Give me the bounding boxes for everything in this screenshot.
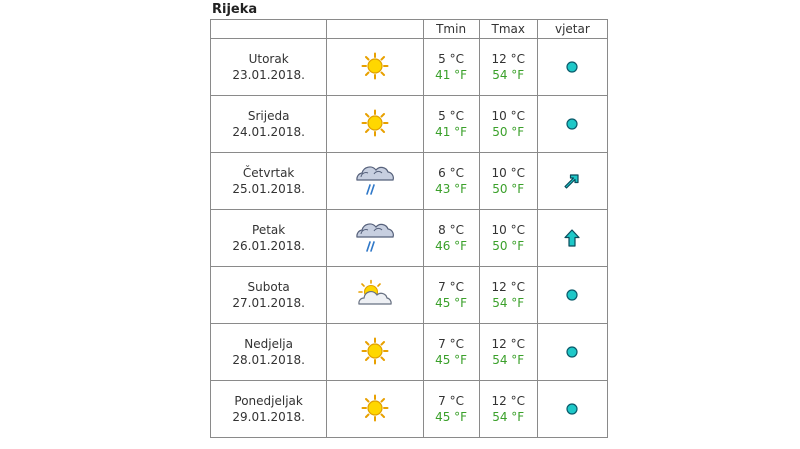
tmax-cell (479, 39, 537, 96)
wind-northeast-arrow-icon (562, 171, 582, 191)
date: 29.01.2018. (232, 410, 305, 424)
tmin-cell (423, 381, 479, 438)
header-tmax: Tmax (479, 20, 537, 39)
header-row (211, 20, 608, 39)
tmax-cell (479, 153, 537, 210)
tmin-fahrenheit: 41 °F (435, 68, 468, 82)
tmax-celsius: 10 °C (491, 223, 525, 237)
header-date (211, 20, 327, 39)
date-cell (211, 267, 327, 324)
city-title: Rijeka (212, 2, 258, 17)
header-wind: vjetar (537, 20, 607, 39)
tmin-fahrenheit: 45 °F (435, 353, 468, 367)
day-name: Subota (247, 280, 290, 294)
tmin-celsius: 8 °C (438, 223, 464, 237)
wind-cell (537, 39, 607, 96)
tmax-cell (479, 381, 537, 438)
tmax-celsius: 12 °C (491, 394, 525, 408)
tmax-celsius: 10 °C (491, 166, 525, 180)
date-cell (211, 210, 327, 267)
tmax-cell (479, 267, 537, 324)
date: 24.01.2018. (232, 125, 305, 139)
partly-cloudy-icon (353, 279, 397, 312)
tmin-celsius: 7 °C (438, 394, 464, 408)
day-name: Nedjelja (244, 337, 293, 351)
date-cell (211, 381, 327, 438)
tmin-fahrenheit: 45 °F (435, 296, 468, 310)
weather-cell (327, 381, 423, 438)
date-cell (211, 39, 327, 96)
tmin-celsius: 5 °C (438, 109, 464, 123)
tmin-fahrenheit: 45 °F (435, 410, 468, 424)
day-name: Četvrtak (242, 166, 295, 180)
header-icon (327, 20, 423, 39)
tmin-fahrenheit: 41 °F (435, 125, 468, 139)
sun-icon (361, 337, 389, 368)
tmin-celsius: 7 °C (438, 337, 464, 351)
sun-icon (361, 394, 389, 425)
tmin-fahrenheit: 46 °F (435, 239, 468, 253)
cloud-rain-icon (352, 220, 398, 257)
tmin-cell (423, 96, 479, 153)
wind-cell (537, 381, 607, 438)
weather-cell (327, 267, 423, 324)
wind-cell (537, 267, 607, 324)
wind-cell (537, 96, 607, 153)
weather-cell (327, 153, 423, 210)
tmax-celsius: 10 °C (491, 109, 525, 123)
tmin-cell (423, 39, 479, 96)
sun-icon (361, 52, 389, 83)
forecast-row (211, 324, 608, 381)
tmax-cell (479, 324, 537, 381)
tmax-fahrenheit: 50 °F (492, 182, 525, 196)
weather-cell (327, 324, 423, 381)
day-name: Ponedjeljak (234, 394, 303, 408)
calm-wind-icon (565, 402, 579, 416)
tmax-fahrenheit: 50 °F (492, 239, 525, 253)
calm-wind-icon (565, 60, 579, 74)
day-name: Utorak (248, 52, 289, 66)
date-cell (211, 96, 327, 153)
tmax-celsius: 12 °C (491, 52, 525, 66)
tmax-cell (479, 210, 537, 267)
date: 25.01.2018. (232, 182, 305, 196)
forecast-row (211, 39, 608, 96)
date-cell (211, 153, 327, 210)
calm-wind-icon (565, 288, 579, 302)
tmin-fahrenheit: 43 °F (435, 182, 468, 196)
tmax-fahrenheit: 50 °F (492, 125, 525, 139)
weather-cell (327, 39, 423, 96)
forecast-row (211, 96, 608, 153)
weather-cell (327, 210, 423, 267)
date: 26.01.2018. (232, 239, 305, 253)
tmax-celsius: 12 °C (491, 280, 525, 294)
sun-icon (361, 109, 389, 140)
calm-wind-icon (565, 345, 579, 359)
tmin-celsius: 6 °C (438, 166, 464, 180)
cloud-rain-icon (352, 163, 398, 200)
tmax-fahrenheit: 54 °F (492, 410, 525, 424)
tmin-celsius: 7 °C (438, 280, 464, 294)
tmin-cell (423, 324, 479, 381)
weather-cell (327, 96, 423, 153)
day-name: Petak (252, 223, 286, 237)
forecast-table (210, 19, 608, 438)
date: 23.01.2018. (232, 68, 305, 82)
tmax-fahrenheit: 54 °F (492, 353, 525, 367)
date-cell (211, 324, 327, 381)
tmax-celsius: 12 °C (491, 337, 525, 351)
tmax-fahrenheit: 54 °F (492, 296, 525, 310)
forecast-row (211, 153, 608, 210)
tmin-cell (423, 153, 479, 210)
date: 27.01.2018. (232, 296, 305, 310)
day-name: Srijeda (247, 109, 290, 123)
tmax-cell (479, 96, 537, 153)
wind-cell (537, 324, 607, 381)
wind-cell (537, 210, 607, 267)
tmax-fahrenheit: 54 °F (492, 68, 525, 82)
wind-cell (537, 153, 607, 210)
forecast-row (211, 210, 608, 267)
tmin-cell (423, 210, 479, 267)
date: 28.01.2018. (232, 353, 305, 367)
header-tmin: Tmin (423, 20, 479, 39)
calm-wind-icon (565, 117, 579, 131)
tmin-celsius: 5 °C (438, 52, 464, 66)
tmin-cell (423, 267, 479, 324)
wind-north-arrow-icon (563, 228, 581, 248)
forecast-row (211, 381, 608, 438)
forecast-row (211, 267, 608, 324)
